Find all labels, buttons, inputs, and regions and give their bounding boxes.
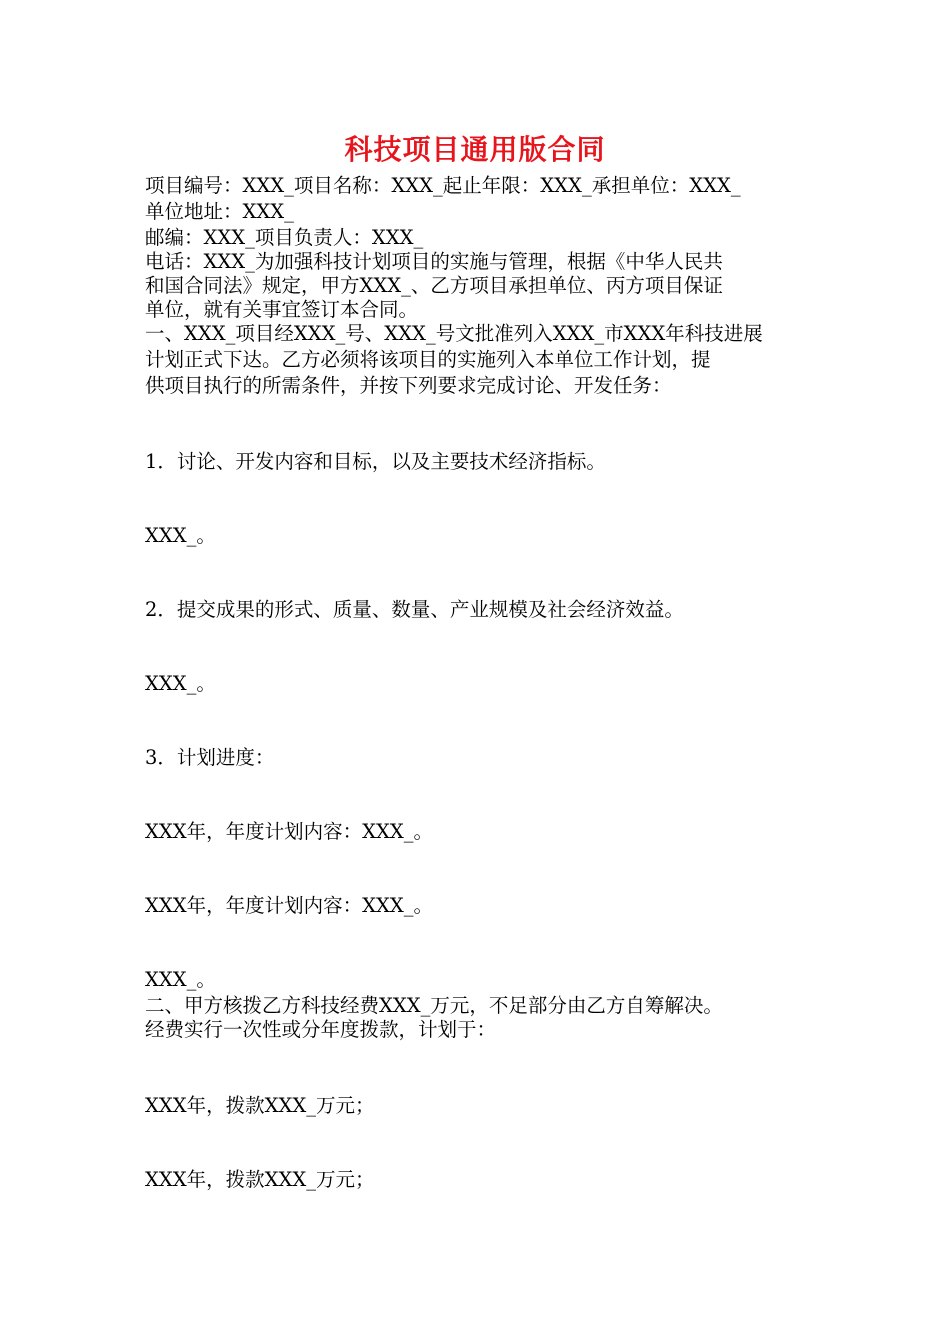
text-line: 单位，就有关事宜签订本合同。 (145, 298, 419, 321)
text-line: 经费实行一次性或分年度拨款，计划于： (145, 1018, 497, 1041)
document-title: 科技项目通用版合同 (344, 133, 606, 166)
text-line: 单位地址：XXX_ (145, 200, 294, 223)
text-line: 二、甲方核拨乙方科技经费XXX_万元，不足部分由乙方自筹解决。 (145, 994, 723, 1017)
text-line: 和国合同法》规定，甲方XXX_、乙方项目承担单位、丙方项目保证 (145, 274, 723, 297)
text-line: 项目编号：XXX_项目名称：XXX_起止年限：XXX_承担单位：XXX_ (145, 174, 741, 197)
text-line: 3．计划进度： (145, 746, 275, 769)
text-line: 2．提交成果的形式、质量、数量、产业规模及社会经济效益。 (145, 598, 684, 621)
text-line: XXX_。 (145, 524, 216, 547)
text-line: 1．讨论、开发内容和目标，以及主要技术经济指标。 (145, 450, 606, 473)
text-line: XXX_。 (145, 968, 216, 991)
text-line: XXX_。 (145, 672, 216, 695)
text-line: XXX年，年度计划内容：XXX_。 (145, 894, 434, 917)
text-line: XXX年，拨款XXX_万元； (145, 1094, 375, 1117)
text-line: XXX年，拨款XXX_万元； (145, 1168, 375, 1191)
text-line: 供项目执行的所需条件，并按下列要求完成讨论、开发任务： (145, 374, 672, 397)
text-line: 计划正式下达。乙方必须将该项目的实施列入本单位工作计划，提 (145, 348, 711, 371)
text-line: XXX年，年度计划内容：XXX_。 (145, 820, 434, 843)
text-line: 邮编：XXX_项目负责人：XXX_ (145, 226, 424, 249)
text-line: 电话：XXX_为加强科技计划项目的实施与管理，根据《中华人民共 (145, 250, 723, 273)
text-line: 一、XXX_项目经XXX_号、XXX_号文批准列入XXX_市XXX年科技进展 (145, 322, 763, 345)
